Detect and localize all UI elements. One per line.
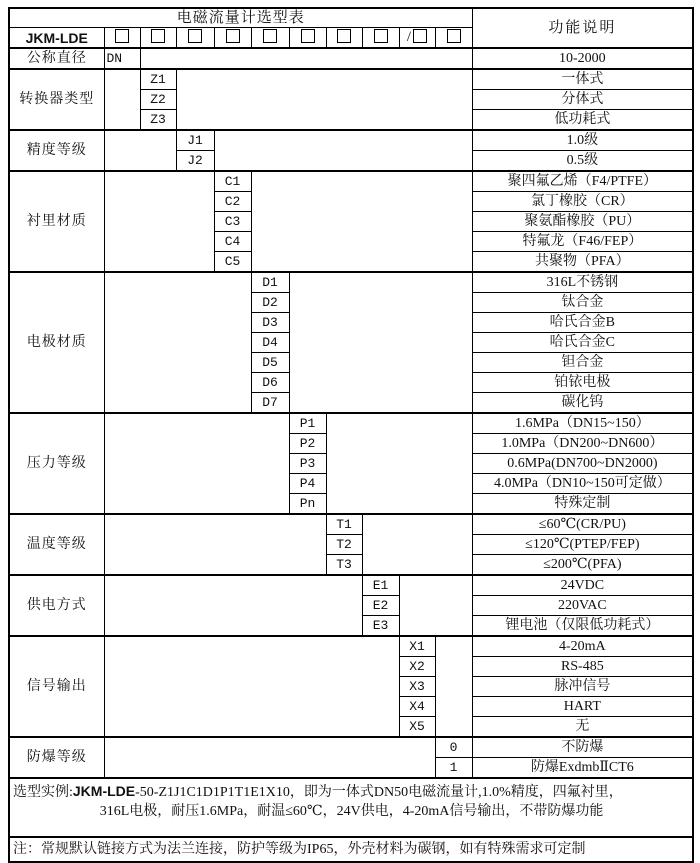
checkbox-icon[interactable] [115,29,129,43]
desc-cell: 特氟龙（F46/FEP） [472,232,693,252]
desc-cell: 锂电池（仅限低功耗式） [472,616,693,637]
table-row [9,69,693,90]
code-cell: D1 [251,272,289,293]
desc-cell: 0.6MPa(DN700~DN2000) [472,454,693,474]
example-line2: 316L电极，耐压1.6MPa，耐温≤60℃，24V供电，4-20mA信号输出，不带防爆功能 [99,804,604,819]
desc-cell: ≤200℃(PFA) [472,555,693,576]
code-cell: D2 [251,293,289,313]
code-cell: C4 [214,232,251,252]
example-line1 [13,782,690,802]
code-cell: 0 [435,737,472,758]
code-cell: C5 [214,252,251,273]
desc-cell: 特殊定制 [472,494,693,515]
desc-cell: 氯丁橡胶（CR） [472,192,693,212]
code-cell: X5 [399,717,435,738]
empty-cell [104,636,399,737]
checkbox-icon[interactable] [374,29,388,43]
example-line1-rest: -50-Z1J1C1D1P1T1E1X10，即为一体式DN50电磁流量计,1.0%精度，四氟衬里， [135,785,623,800]
code-cell: C2 [214,192,251,212]
title-row [9,8,693,28]
example-prefix: 选型实例: [13,785,73,800]
code-cell: Z1 [140,69,176,90]
section-label-electrode-material: 电极材质 [9,272,104,413]
code-cell: X1 [399,636,435,657]
desc-cell: ≤60℃(CR/PU) [472,514,693,535]
desc-cell: ≤120℃(PTEP/FEP) [472,535,693,555]
model-slot [251,28,289,49]
code-cell: P4 [289,474,326,494]
desc-cell: 聚氨酯橡胶（PU） [472,212,693,232]
checkbox-icon[interactable] [447,29,461,43]
code-cell: 1 [435,758,472,779]
code-cell: J2 [176,151,214,172]
section-label-pressure-grade: 压力等级 [9,413,104,514]
desc-cell: 4-20mA [472,636,693,657]
table-title: 电磁流量计选型表 [9,8,472,28]
model-slot [104,28,140,49]
table-row [9,272,693,293]
model-slot [326,28,362,49]
checkbox-icon[interactable] [337,29,351,43]
note-section [9,837,693,862]
desc-cell: 一体式 [472,69,693,90]
code-cell: J1 [176,130,214,151]
empty-cell [104,575,362,636]
code-cell: D3 [251,313,289,333]
desc-cell: 不防爆 [472,737,693,758]
code-cell: T1 [326,514,362,535]
model-prefix: JKM-LDE [9,28,104,49]
empty-cell [435,636,472,737]
table-row [9,413,693,434]
empty-cell [104,272,251,413]
desc-cell: 共聚物（PFA） [472,252,693,273]
code-cell: Pn [289,494,326,515]
section-label-accuracy-grade: 精度等级 [9,130,104,171]
code-cell: P3 [289,454,326,474]
empty-cell [104,171,214,272]
example-row [9,778,693,837]
code-cell: E1 [362,575,399,596]
empty-cell [214,130,472,171]
model-slot [362,28,399,49]
desc-cell: 哈氏合金C [472,333,693,353]
code-cell: C1 [214,171,251,192]
function-column-header: 功能说明 [472,8,693,48]
checkbox-icon[interactable] [226,29,240,43]
desc-cell: HART [472,697,693,717]
code-cell: X2 [399,657,435,677]
code-cell: D4 [251,333,289,353]
section-label-signal-output: 信号输出 [9,636,104,737]
note-row: 注：常规默认链接方式为法兰连接，防护等级为IP65，外壳材料为碳钢，如有特殊需求可定制 [9,837,693,862]
model-slot [399,28,435,49]
desc-cell: 316L不锈钢 [472,272,693,293]
desc-cell: 0.5级 [472,151,693,172]
empty-cell [104,69,140,130]
desc-cell: 哈氏合金B [472,313,693,333]
desc-cell: 1.0MPa（DN200~DN600） [472,434,693,454]
section-label-temperature-grade: 温度等级 [9,514,104,575]
code-cell: D7 [251,393,289,414]
empty-cell [104,514,326,575]
empty-cell [140,48,472,69]
table-row [9,171,693,192]
code-cell: X3 [399,677,435,697]
checkbox-icon[interactable] [413,29,427,43]
example-section [9,778,693,837]
desc-cell: 10-2000 [472,48,693,69]
code-cell: Z2 [140,90,176,110]
desc-cell: 聚四氟乙烯（F4/PTFE） [472,171,693,192]
desc-cell: RS-485 [472,657,693,677]
desc-cell: 铂铱电极 [472,373,693,393]
empty-cell [289,272,472,413]
model-slot [176,28,214,49]
section-label-explosion-proof: 防爆等级 [9,737,104,778]
desc-cell: 防爆ExdmbⅡCT6 [472,758,693,779]
model-slot [140,28,176,49]
desc-cell: 低功耗式 [472,110,693,131]
checkbox-icon[interactable] [301,29,315,43]
table-row [9,636,693,657]
checkbox-icon[interactable] [263,29,277,43]
desc-cell: 无 [472,717,693,738]
empty-cell [176,69,472,130]
code-cell: T2 [326,535,362,555]
code-cell: D6 [251,373,289,393]
slash-separator: / [406,29,412,45]
empty-cell [251,171,472,272]
section-label-power-supply: 供电方式 [9,575,104,636]
code-cell: T3 [326,555,362,576]
section-label-nominal-diameter: 公称直径 [9,48,104,69]
desc-cell: 4.0MPa（DN10~150可定做） [472,474,693,494]
desc-cell: 碳化钨 [472,393,693,414]
table-row [9,514,693,535]
empty-cell [326,413,472,514]
code-cell: DN [104,48,140,69]
code-cell: C3 [214,212,251,232]
checkbox-icon[interactable] [188,29,202,43]
code-cell: P2 [289,434,326,454]
empty-cell [104,130,176,171]
empty-cell [104,413,289,514]
empty-cell [104,737,435,778]
code-cell: X4 [399,697,435,717]
model-slot [289,28,326,49]
code-cell: D5 [251,353,289,373]
empty-cell [362,514,472,575]
desc-cell: 脉冲信号 [472,677,693,697]
checkbox-icon[interactable] [151,29,165,43]
empty-cell [399,575,472,636]
code-cell: P1 [289,413,326,434]
table-row [9,737,693,758]
desc-cell: 24VDC [472,575,693,596]
example-model: JKM-LDE [72,783,136,799]
table-row [9,575,693,596]
desc-cell: 1.6MPa（DN15~150） [472,413,693,434]
code-cell: E2 [362,596,399,616]
desc-cell: 1.0级 [472,130,693,151]
desc-cell: 钽合金 [472,353,693,373]
desc-cell: 220VAC [472,596,693,616]
table-row [9,130,693,151]
section-label-lining-material: 衬里材质 [9,171,104,272]
table-row [9,48,693,69]
code-cell: E3 [362,616,399,637]
code-cell: Z3 [140,110,176,131]
model-slot [435,28,472,49]
model-slot [214,28,251,49]
selection-table [8,7,694,863]
section-label-converter-type: 转换器类型 [9,69,104,130]
desc-cell: 钛合金 [472,293,693,313]
desc-cell: 分体式 [472,90,693,110]
